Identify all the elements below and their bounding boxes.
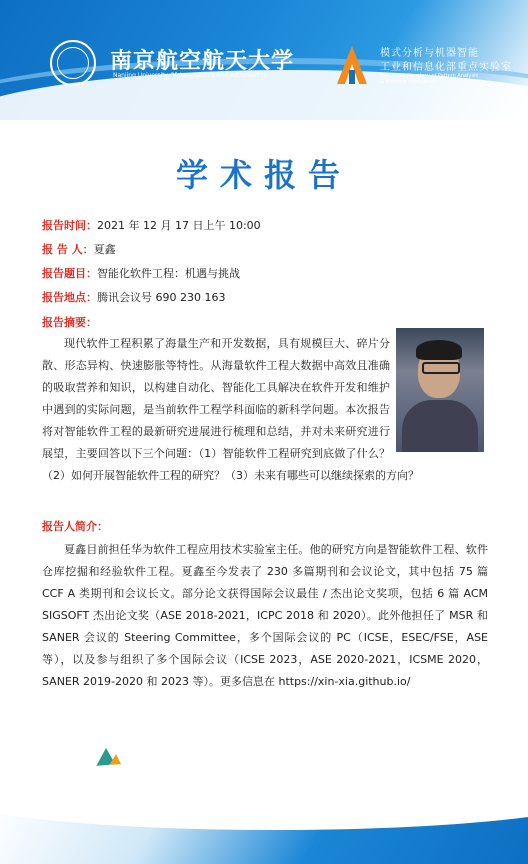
page-title: 学术报告 (175, 156, 352, 194)
info-place (42, 289, 225, 305)
speaker-value: 夏鑫 (93, 243, 116, 256)
lab-name-line1: 模式分析与机器智能 (380, 48, 479, 59)
lab-name-en: MIIT Key Laboratory of Pattern Analysis & Machine Intelligence (380, 73, 478, 85)
speaker-photo (396, 328, 484, 452)
topic-label: 报告题目： (42, 267, 97, 280)
bio-label: 报告人简介： (42, 520, 108, 533)
place-label: 报告地点： (42, 291, 97, 304)
topic-value: 智能化软件工程：机遇与挑战 (97, 267, 240, 280)
university-name-en: Nanjing University Of Aeronautics And Astronautics (113, 72, 268, 79)
abstract-heading (42, 314, 97, 330)
time-label: 报告时间： (42, 219, 97, 232)
info-time (42, 217, 261, 233)
header-banner (0, 0, 528, 120)
info-topic (42, 265, 240, 281)
speaker-label: 报 告 人： (42, 243, 94, 256)
lab-name-line2: 工业和信息化部重点实验室 (380, 62, 512, 73)
footer-banner (0, 800, 528, 864)
abstract-body: 现代软件工程积累了海量生产和开发数据，具有规模巨大、碎片分散、形态异构、快速膨胀等特性。从海量软件工程大数据中高效且准确的吸取营养和知识，以构建自动化、智能化工具解决在软件开发和维护中遇到的实际问题，是当前软件工程学科面临的新科学问题。本次报告将对智能软件工程的最新研究进展进行梳理和总结，并对未来研究进行展望，主要回答以下三个问题：（1）智能软件工程研究到底做了什么？（2）如何开展智能软件工程的研究？（3）未来有哪些可以继续探索的方向？ (42, 337, 419, 482)
time-value: 2021 年 12 月 17 日上午 10:00 (97, 219, 261, 232)
bio-text: 夏鑫目前担任华为软件工程应用技术实验室主任。他的研究方向是智能软件工程、软件仓库挖掘和经验软件工程。夏鑫至今发表了 230 多篇期刊和会议论文，其中包括 75 篇 CCF A 类期刊和会议长文。部分论文获得国际会议最佳 / 杰出论文奖项，包括 6 篇 ACM SIGSOFT 杰出论文奖（ASE 2018-2021，ICPC 2018 和 2020）。此外他担任了 MSR 和 SANER 会议的 Steering Committee，多个国际会议的 PC（ICSE，ESEC/FSE，ASE 等），以及参与组织了多个国际会议（ICSE 2023，ASE 2020-2021，ICSME 2020，SANER 2019-2020 和 2023 等）。更多信息在 https://xin-xia.github.io/ (42, 543, 488, 688)
university-seal-icon (50, 40, 96, 86)
lab-logo-icon (333, 44, 371, 86)
abstract-label: 报告摘要： (42, 316, 97, 329)
bio-heading (42, 518, 108, 534)
place-value: 腾讯会议号 690 230 163 (97, 291, 226, 304)
info-speaker (42, 241, 116, 257)
university-name: 南京航空航天大学 (110, 48, 295, 74)
